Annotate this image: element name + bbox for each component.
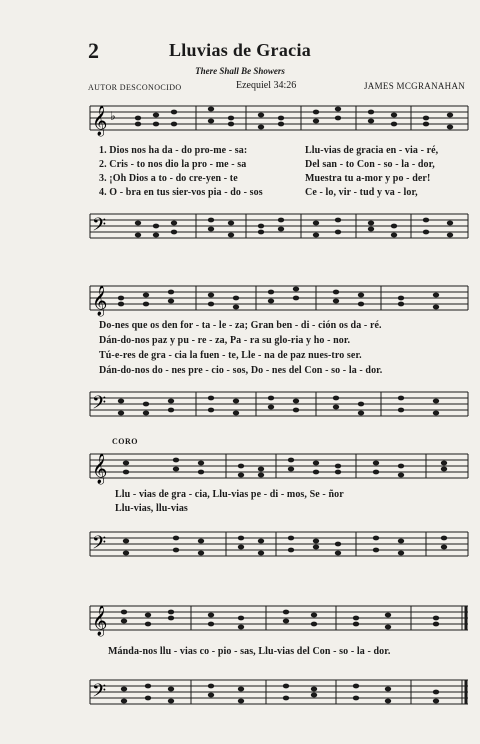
- chorus-line-2: Llu-vias, llu-vias: [115, 503, 188, 514]
- hymn-author: AUTOR DESCONOCIDO: [88, 83, 182, 92]
- svg-text:𝄢: 𝄢: [92, 393, 107, 418]
- verse-4-line-2: Dán-do-nos do - nes pre - cio - sos, Do - nes del Con - so - la - dor.: [99, 365, 383, 376]
- bass-staff-2: [76, 378, 470, 430]
- verse-1-left: 1. Dios nos ha da - do pro-me - sa:: [99, 145, 248, 156]
- hymn-number: 2: [88, 38, 99, 63]
- chorus-line-1: Llu - vias de gra - cia, Llu-vias pe - di - mos, Se - ñor: [115, 489, 344, 500]
- verse-2-right: Del san - to Con - so - la - dor,: [305, 159, 435, 170]
- verse-2-line-2: Dán-do-nos paz y pu - re - za, Pa - ra su glo-ria y ho - nor.: [99, 335, 351, 346]
- verse-3-line-2: Tú-e-res de gra - cia la fuen - te, Lle - na de paz nues-tro ser.: [99, 350, 362, 361]
- verse-1-line-2: Do-nes que os den for - ta - le - za; Gran ben - di - ción os da - ré.: [99, 320, 382, 331]
- svg-text:𝄢: 𝄢: [92, 533, 107, 558]
- verse-4-left: 4. O - bra en tus sier-vos pia - do - sos: [99, 187, 263, 198]
- svg-text:𝄞: 𝄞: [92, 286, 108, 316]
- verse-3-right: Muestra tu a-mor y po - der!: [305, 173, 431, 184]
- treble-clef-icon: 𝄞: [92, 106, 108, 136]
- verse-4-right: Ce - lo, vir - tud y va - lor,: [305, 187, 418, 198]
- svg-text:𝄞: 𝄞: [92, 454, 108, 484]
- verse-3-left: 3. ¡Oh Dios a to - do cre-yen - te: [99, 173, 238, 184]
- final-line: Mánda-nos llu - vias co - pio - sas, Llu-vias del Con - so - la - dor.: [108, 646, 391, 657]
- bass-staff-final: [76, 664, 470, 720]
- hymn-subtitle: There Shall Be Showers: [195, 66, 285, 76]
- treble-staff-final: [76, 596, 470, 642]
- verse-1-right: Llu-vias de gracia en - via - ré,: [305, 145, 439, 156]
- svg-text:𝄞: 𝄞: [92, 606, 108, 636]
- verse-2-left: 2. Cris - to nos dio la pro - me - sa: [99, 159, 247, 170]
- hymn-title: Lluvias de Gracia: [168, 40, 312, 60]
- bass-clef-icon: 𝄢: [92, 215, 107, 240]
- hymn-composer: JAMES MCGRANAHAN: [364, 81, 466, 91]
- bass-staff-1: [76, 200, 470, 252]
- bass-staff-chorus: [76, 518, 470, 568]
- flat-icon: ♭: [110, 109, 116, 123]
- treble-staff-1: [76, 96, 470, 144]
- chorus-label: CORO: [112, 437, 138, 446]
- treble-staff-2: [76, 276, 470, 320]
- treble-staff-chorus: [76, 446, 470, 488]
- scripture-reference: Ezequiel 34:26: [236, 80, 297, 91]
- svg-text:𝄢: 𝄢: [92, 681, 107, 706]
